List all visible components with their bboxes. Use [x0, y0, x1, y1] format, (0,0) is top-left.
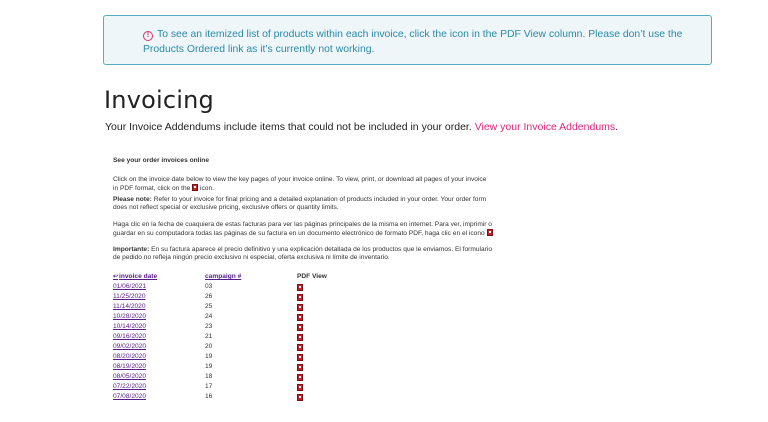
pdf-icon[interactable]	[297, 284, 303, 291]
table-row	[113, 373, 373, 383]
invoice-date-link[interactable]: 11/25/2020	[113, 293, 146, 300]
pdf-icon[interactable]	[297, 344, 303, 351]
invoice-date-link[interactable]: 08/20/2020	[113, 353, 147, 360]
pdf-icon[interactable]	[297, 294, 303, 301]
table-row	[113, 313, 373, 323]
pdf-icon[interactable]	[297, 364, 303, 371]
table-row	[113, 353, 373, 363]
campaign-number: 03	[205, 283, 213, 290]
sort-campaign-header[interactable]: campaign #	[205, 273, 242, 280]
invoice-date-link[interactable]: 10/14/2020	[113, 323, 147, 330]
pdf-icon	[192, 184, 198, 191]
invoice-date-link[interactable]: 08/05/2020	[113, 373, 147, 380]
campaign-number: 23	[205, 323, 213, 330]
pdf-icon	[487, 229, 493, 236]
pdf-icon[interactable]	[297, 394, 303, 401]
invoice-date-link[interactable]: 01/06/2021	[113, 283, 147, 290]
pdf-view-header: PDF View	[297, 273, 327, 280]
table-row	[113, 363, 373, 373]
campaign-number: 21	[205, 333, 213, 340]
table-row	[113, 393, 373, 403]
table-row	[113, 283, 373, 293]
campaign-number: 18	[205, 373, 213, 380]
campaign-number: 26	[205, 293, 213, 300]
instructions-paragraph: Click on the invoice date below to view the key pages of your invoice online. To view, print, or download all pages of your invoice in PDF format, click on the icon.	[113, 176, 487, 192]
info-banner-text: ! To see an itemized list of products within each invoice, click the icon in the PDF View column. Please don’t use the Products Ordered link as it’s currently not working.	[143, 29, 683, 55]
pdf-icon[interactable]	[297, 384, 303, 391]
campaign-number: 19	[205, 363, 213, 370]
table-row	[113, 333, 373, 343]
invoice-date-link[interactable]: 07/22/2020	[113, 383, 147, 390]
table-row	[113, 383, 373, 393]
invoice-date-link[interactable]: 07/08/2020	[113, 393, 147, 400]
spanish-instructions-paragraph: Haga clic en la fecha de cuaquiera de estas facturas para ver las páginas principales de la misma en internet. Para ver, imprimir o guardar en su computadora todas las páginas de su factura en un documento electrónico de formato PDF, haga clic en el icono	[113, 221, 492, 237]
sort-invoice-date-header[interactable]: ↩invoice date	[113, 273, 158, 280]
campaign-number: 25	[205, 303, 213, 310]
section-title: See your order invoices online	[113, 157, 210, 164]
invoice-date-link[interactable]: 09/16/2020	[113, 333, 147, 340]
pdf-icon[interactable]	[297, 304, 303, 311]
sort-arrow-icon: ↩	[113, 274, 119, 280]
table-row	[113, 293, 373, 303]
campaign-number: 20	[205, 343, 213, 350]
pdf-icon[interactable]	[297, 314, 303, 321]
table-row	[113, 323, 373, 333]
info-banner	[103, 15, 712, 65]
table-row	[113, 303, 373, 313]
spanish-note-paragraph: Importante: En su factura aparece el precio definitivo y una explicación detallada de los productos que le enviamos. El formulario de pedido no refleja ningún precio exclusivo ni especial, oferta exclusiva ni límite de inventario.	[113, 246, 492, 261]
pdf-icon[interactable]	[297, 374, 303, 381]
table-row	[113, 343, 373, 353]
invoice-date-link[interactable]: 11/14/2020	[113, 303, 146, 310]
campaign-number: 17	[205, 383, 213, 390]
invoice-date-link[interactable]: 09/02/2020	[113, 343, 147, 350]
invoice-addendums-link[interactable]: View your Invoice Addendums	[474, 121, 616, 133]
pdf-icon[interactable]	[297, 334, 303, 341]
page-title: Invoicing	[104, 86, 214, 114]
info-circle-icon: !	[143, 31, 153, 41]
note-paragraph: Please note: Refer to your invoice for final pricing and a detailed explanation of products included in your order. Your order form does not reflect special or exclusive pricing, exclusive offers or quantity limits.	[113, 196, 487, 211]
invoice-date-link[interactable]: 10/28/2020	[113, 313, 147, 320]
campaign-number: 24	[205, 313, 213, 320]
invoice-date-link[interactable]: 08/19/2020	[113, 363, 147, 370]
campaign-number: 19	[205, 353, 213, 360]
pdf-icon[interactable]	[297, 324, 303, 331]
pdf-icon[interactable]	[297, 354, 303, 361]
campaign-number: 16	[205, 393, 213, 400]
intro-text: Your Invoice Addendums include items that could not be included in your order. View your Invoice Addendums.	[105, 121, 619, 133]
